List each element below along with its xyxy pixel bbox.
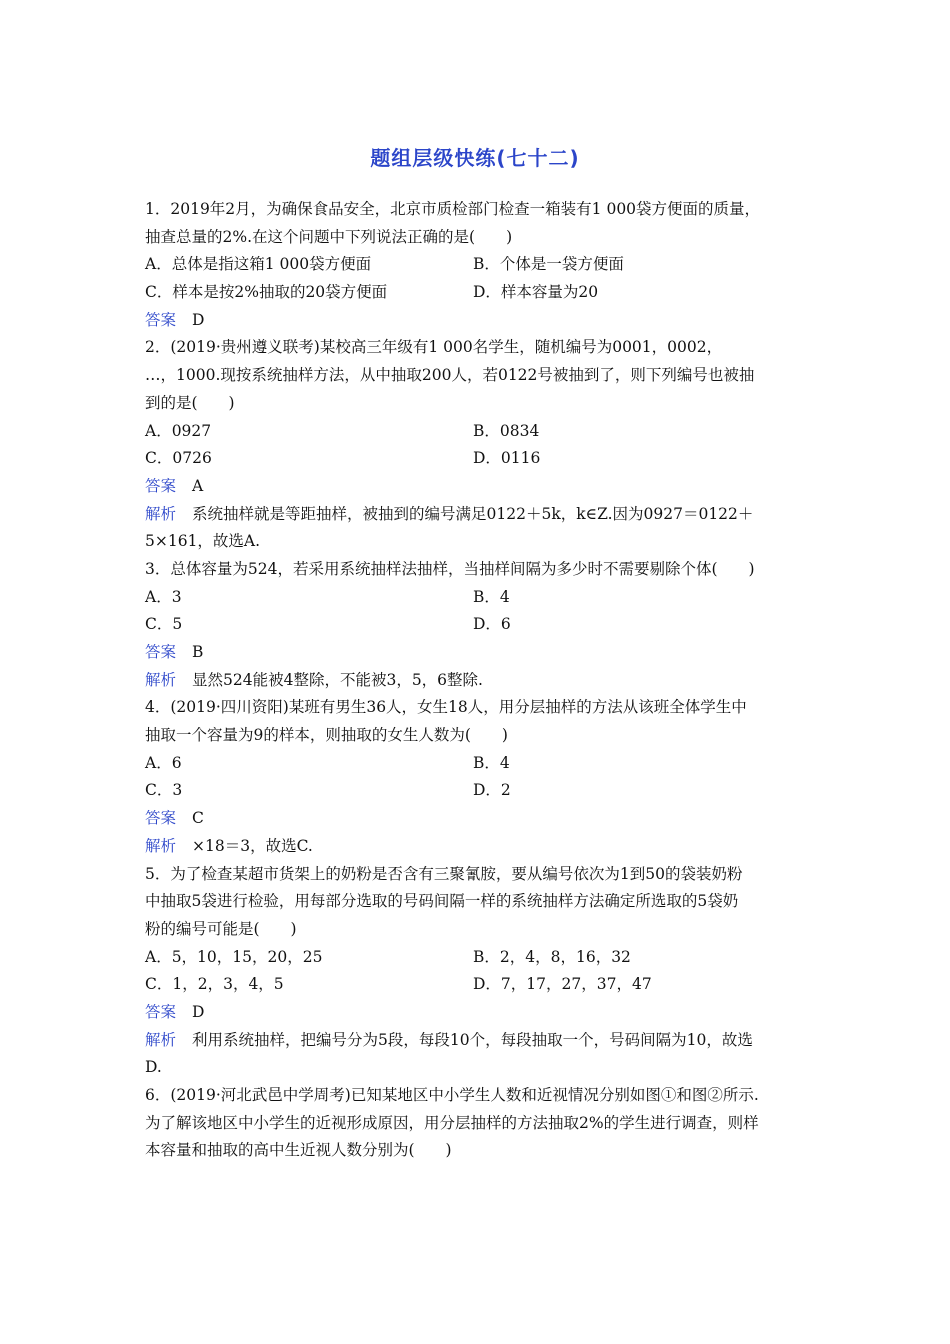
q4-option-d: D．2 xyxy=(473,781,511,800)
answer-tag: 答案 xyxy=(145,809,177,828)
analysis-tag: 解析 xyxy=(145,1030,177,1049)
q5-stem-line: 中抽取5袋进行检验，用每部分选取的号码间隔一样的系统抽样方法确定所选取的5袋奶 xyxy=(145,892,739,911)
answer-tag: 答案 xyxy=(145,643,177,661)
q2-options-row xyxy=(145,418,810,446)
q1-answer xyxy=(145,307,810,335)
q3-analysis xyxy=(145,667,810,695)
q5-option-d: D．7，17，27，37，47 xyxy=(473,975,652,994)
q2-answer xyxy=(145,473,810,501)
q2-option-b: B．0834 xyxy=(473,421,540,440)
q6-stem-line: 本容量和抽取的高中生近视人数分别为( ) xyxy=(145,1141,452,1160)
q1-option-a: A．总体是指这箱1 000袋方便面 xyxy=(145,255,372,274)
q2-option-c: C．0726 xyxy=(145,449,212,468)
q3-options-row xyxy=(145,611,810,639)
q2-analysis-text: 系统抽样就是等距抽样，被抽到的编号满足0122＋5k，k∈Z.因为0927＝0122＋ xyxy=(192,504,754,523)
q1-option-c: C．样本是按2%抽取的20袋方便面 xyxy=(145,283,388,302)
q5-option-b: B．2，4，8，16，32 xyxy=(473,947,631,966)
q1-stem-line: 抽查总量的2%.在这个问题中下列说法正确的是( ) xyxy=(145,227,513,246)
q2-stem-line: 2．(2019·贵州遵义联考)某校高三年级有1 000名学生，随机编号为0001，0002， xyxy=(145,338,723,357)
q3-option-b: B．4 xyxy=(473,587,510,606)
q4-option-b: B．4 xyxy=(473,753,510,772)
analysis-tag: 解析 xyxy=(145,504,177,523)
q5-stem-line: 粉的编号可能是( ) xyxy=(145,919,297,938)
q2-stem-line: …，1000.现按系统抽样方法，从中抽取200人，若0122号被抽到了，则下列编号也被抽 xyxy=(145,366,755,385)
q3-stem-line: 3．总体容量为524，若采用系统抽样法抽样，当抽样间隔为多少时不需要剔除个体( ) xyxy=(145,559,755,578)
q2-option-d: D．0116 xyxy=(473,449,541,468)
q5-options-row xyxy=(145,944,810,972)
q2-options-row xyxy=(145,445,810,473)
q2-option-a: A．0927 xyxy=(145,421,212,440)
answer-tag: 答案 xyxy=(145,310,177,329)
q5-option-c: C．1，2，3，4，5 xyxy=(145,975,284,994)
q3-option-c: C．5 xyxy=(145,615,183,634)
analysis-tag: 解析 xyxy=(145,836,177,855)
q5-answer xyxy=(145,999,810,1027)
q5-analysis-cont: D. xyxy=(145,1058,162,1077)
q4-answer xyxy=(145,805,810,833)
q4-analysis-text: ×18＝3，故选C. xyxy=(192,836,313,855)
q5-analysis-text: 利用系统抽样，把编号分为5段，每段10个，每段抽取一个，号码间隔为10，故选 xyxy=(192,1030,753,1049)
q6-stem-line: 6．(2019·河北武邑中学周考)已知某地区中小学生人数和近视情况分别如图①和图②所示. xyxy=(145,1086,759,1104)
q2-analysis-cont: 5×161，故选A. xyxy=(145,532,261,551)
q4-answer-value: C xyxy=(192,809,204,828)
question-list xyxy=(145,196,810,1165)
q1-options-row xyxy=(145,279,810,307)
q5-answer-value: D xyxy=(192,1002,205,1021)
q4-options-row xyxy=(145,750,810,778)
q2-stem-line: 到的是( ) xyxy=(145,393,235,412)
q6-stem-line: 为了解该地区中小学生的近视形成原因，用分层抽样的方法抽取2%的学生进行调查，则样 xyxy=(145,1113,759,1132)
q1-option-b: B．个体是一袋方便面 xyxy=(473,255,624,274)
q2-analysis xyxy=(145,501,810,529)
q4-options-row xyxy=(145,777,810,805)
q5-option-a: A．5，10，15，20，25 xyxy=(145,947,323,966)
q4-option-a: A．6 xyxy=(145,753,182,772)
q3-option-a: A．3 xyxy=(145,587,182,606)
q3-options-row xyxy=(145,584,810,612)
answer-tag: 答案 xyxy=(145,1002,177,1021)
q5-stem-line: 5．为了检查某超市货架上的奶粉是否含有三聚氰胺，要从编号依次为1到50的袋装奶粉 xyxy=(145,864,743,883)
q2-answer-value: A xyxy=(192,476,204,495)
q4-analysis xyxy=(145,833,810,861)
answer-tag: 答案 xyxy=(145,476,177,495)
q1-answer-value: D xyxy=(192,310,205,329)
q1-options-row xyxy=(145,251,810,279)
q4-stem-line: 4．(2019·四川资阳)某班有男生36人，女生18人，用分层抽样的方法从该班全体学生中 xyxy=(145,698,747,717)
q1-option-d: D．样本容量为20 xyxy=(473,283,599,302)
q3-option-d: D．6 xyxy=(473,615,511,634)
q5-analysis xyxy=(145,1027,810,1055)
q4-option-c: C．3 xyxy=(145,781,183,800)
q3-answer xyxy=(145,639,810,667)
analysis-tag: 解析 xyxy=(145,670,177,689)
q3-answer-value: B xyxy=(192,643,204,661)
q1-stem-line: 1．2019年2月，为确保食品安全，北京市质检部门检查一箱装有1 000袋方便面的质量， xyxy=(145,200,761,218)
page-title: 题组层级快练(七十二) xyxy=(370,146,580,170)
q5-options-row xyxy=(145,971,810,999)
q4-stem-line: 抽取一个容量为9的样本，则抽取的女生人数为( ) xyxy=(145,726,508,745)
q3-analysis-text: 显然524能被4整除，不能被3，5，6整除. xyxy=(192,670,483,689)
